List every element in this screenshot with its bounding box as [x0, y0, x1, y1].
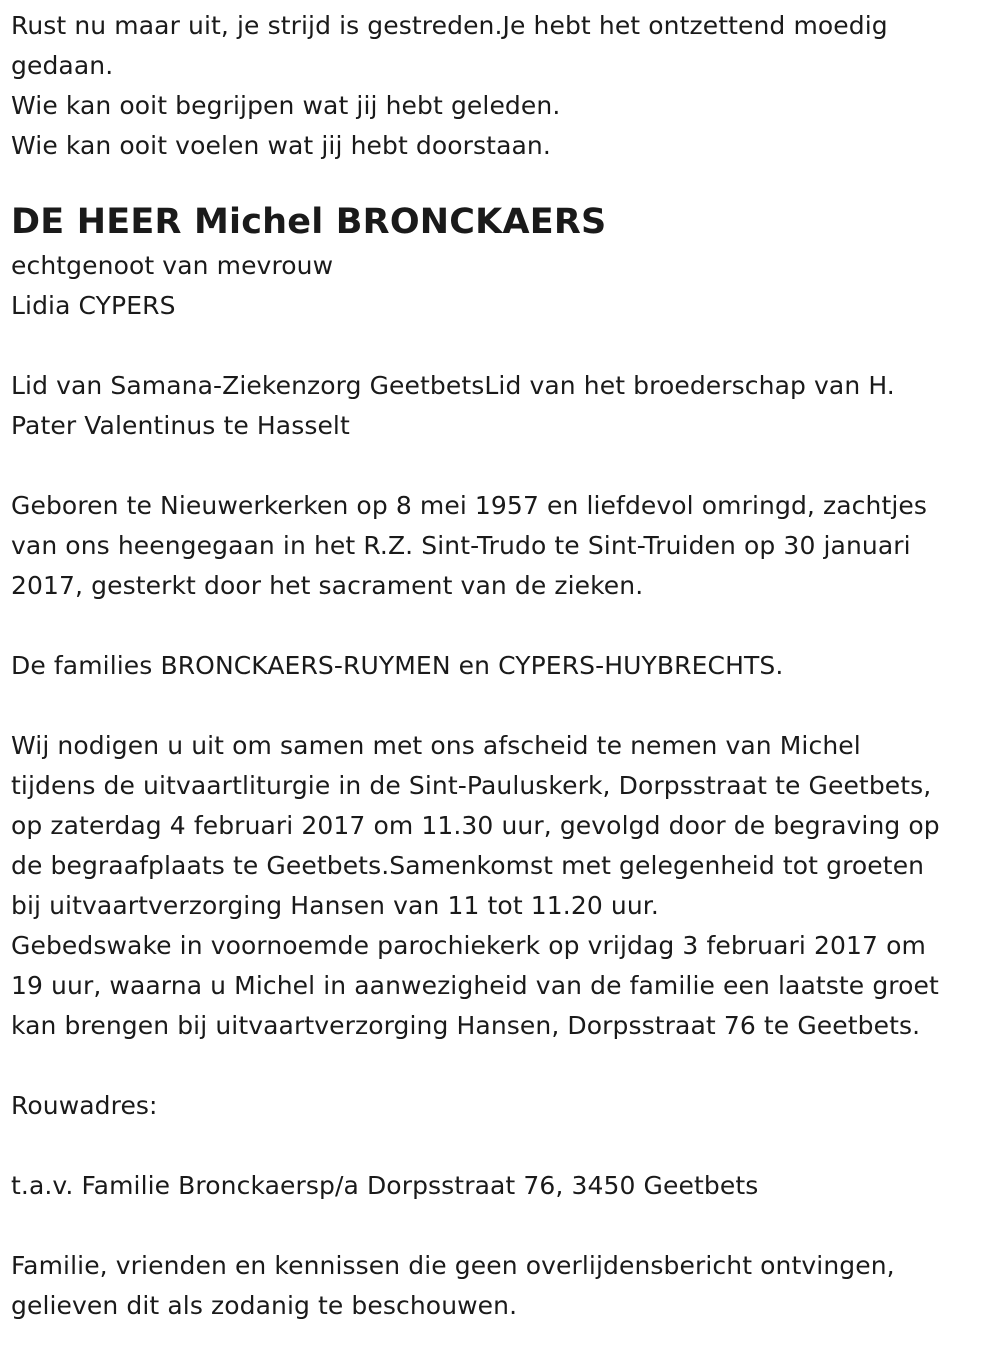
poem-line: Rust nu maar uit, je strijd is gestreden.Je hebt het ontzettend moedig: [11, 11, 888, 40]
obituary-document: [11, 6, 986, 1326]
invitation-line: de begraafplaats te Geetbets.Samenkomst met gelegenheid tot groeten: [11, 851, 925, 880]
address-label: Rouwadres:: [11, 1091, 158, 1120]
poem-line: Wie kan ooit begrijpen wat jij hebt geleden.: [11, 91, 561, 120]
vigil-line: Gebedswake in voornoemde parochiekerk op vrijdag 3 februari 2017 om: [11, 931, 926, 960]
closing-line: Familie, vrienden en kennissen die geen overlijdensbericht ontvingen,: [11, 1251, 895, 1280]
membership-line: Pater Valentinus te Hasselt: [11, 411, 350, 440]
address-label-paragraph: [11, 1086, 986, 1126]
relation-paragraph: [11, 246, 986, 326]
address-paragraph: [11, 1166, 986, 1206]
vigil-line: 19 uur, waarna u Michel in aanwezigheid van de familie een laatste groet: [11, 971, 939, 1000]
birth-death-line: van ons heengegaan in het R.Z. Sint-Trudo te Sint-Truiden op 30 januari: [11, 531, 911, 560]
vigil-line: kan brengen bij uitvaartverzorging Hansen, Dorpsstraat 76 te Geetbets.: [11, 1011, 921, 1040]
birth-death-line: 2017, gesterkt door het sacrament van de zieken.: [11, 571, 644, 600]
poem-paragraph: [11, 6, 986, 166]
deceased-name: DE HEER Michel BRONCKAERS: [11, 202, 607, 242]
invitation-line: bij uitvaartverzorging Hansen van 11 tot 11.20 uur.: [11, 891, 659, 920]
membership-line: Lid van Samana-Ziekenzorg GeetbetsLid van het broederschap van H.: [11, 371, 895, 400]
relation-line: echtgenoot van mevrouw: [11, 251, 334, 280]
poem-line: Wie kan ooit voelen wat jij hebt doorstaan.: [11, 131, 551, 160]
membership-paragraph: [11, 366, 986, 446]
closing-paragraph: [11, 1246, 986, 1326]
closing-line: gelieven dit als zodanig te beschouwen.: [11, 1291, 518, 1320]
birth-death-line: Geboren te Nieuwerkerken op 8 mei 1957 en liefdevol omringd, zachtjes: [11, 491, 928, 520]
spouse-name: Lidia CYPERS: [11, 291, 176, 320]
invitation-line: tijdens de uitvaartliturgie in de Sint-Pauluskerk, Dorpsstraat te Geetbets,: [11, 771, 932, 800]
birth-death-paragraph: [11, 486, 986, 606]
families-line: De families BRONCKAERS-RUYMEN en CYPERS-HUYBRECHTS.: [11, 651, 784, 680]
invitation-paragraph: [11, 726, 986, 1046]
address-line: t.a.v. Familie Bronckaersp/a Dorpsstraat 76, 3450 Geetbets: [11, 1171, 759, 1200]
invitation-line: Wij nodigen u uit om samen met ons afscheid te nemen van Michel: [11, 731, 861, 760]
invitation-line: op zaterdag 4 februari 2017 om 11.30 uur, gevolgd door de begraving op: [11, 811, 940, 840]
poem-line: gedaan.: [11, 51, 114, 80]
families-paragraph: [11, 646, 986, 686]
